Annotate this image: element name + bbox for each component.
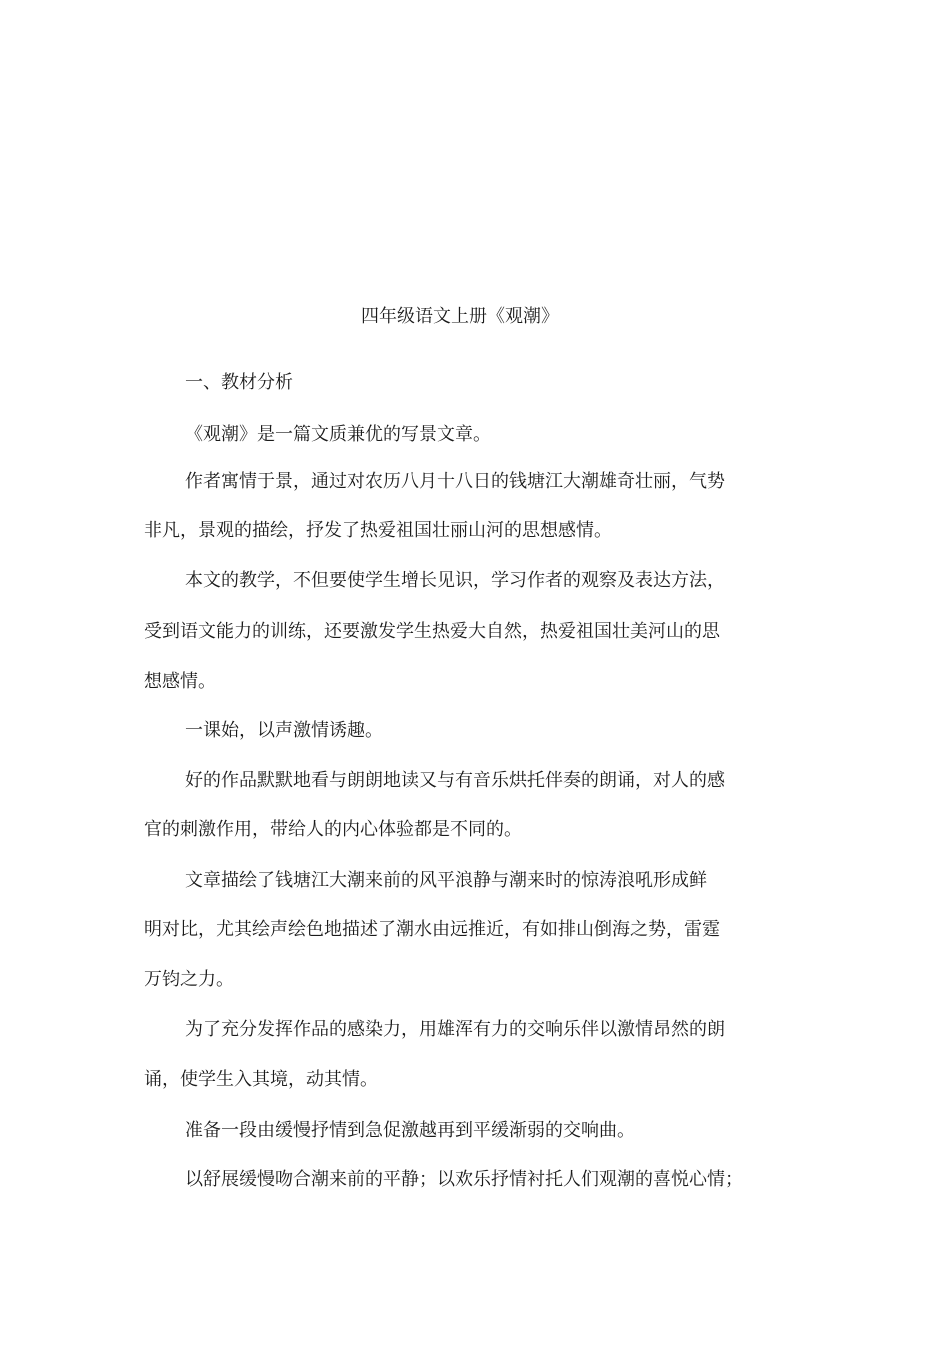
paragraph-line: 诵，使学生入其境，动其情。	[144, 1069, 378, 1090]
paragraph-line: 文章描绘了钱塘江大潮来前的风平浪静与潮来时的惊涛浪吼形成鲜	[185, 870, 707, 891]
paragraph-line: 本文的教学，不但要使学生增长见识，学习作者的观察及表达方法，	[185, 570, 725, 591]
paragraph-line: 非凡，景观的描绘，抒发了热爱祖国壮丽山河的思想感情。	[144, 520, 612, 541]
paragraph-line: 好的作品默默地看与朗朗地读又与有音乐烘托伴奏的朗诵，对人的感	[185, 770, 725, 791]
paragraph-line: 官的刺激作用，带给人的内心体验都是不同的。	[144, 819, 522, 840]
paragraph-line: 想感情。	[144, 671, 216, 692]
paragraph-line: 准备一段由缓慢抒情到急促激越再到平缓渐弱的交响曲。	[185, 1120, 635, 1141]
paragraph-line: 《观潮》是一篇文质兼优的写景文章。	[185, 424, 491, 445]
paragraph-line: 为了充分发挥作品的感染力，用雄浑有力的交响乐伴以激情昂然的朗	[185, 1019, 725, 1040]
paragraph-line: 一课始，以声激情诱趣。	[185, 720, 383, 741]
paragraph-line: 作者寓情于景，通过对农历八月十八日的钱塘江大潮雄奇壮丽，气势	[185, 471, 725, 492]
paragraph-line: 明对比，尤其绘声绘色地描述了潮水由远推近，有如排山倒海之势，雷霆	[144, 919, 720, 940]
section-heading: 一、教材分析	[185, 372, 293, 393]
paragraph-line: 受到语文能力的训练，还要激发学生热爱大自然，热爱祖国壮美河山的思	[144, 621, 720, 642]
paragraph-line: 万钧之力。	[144, 969, 234, 990]
paragraph-line: 以舒展缓慢吻合潮来前的平静；以欢乐抒情衬托人们观潮的喜悦心情；	[185, 1169, 743, 1190]
document-title: 四年级语文上册《观潮》	[361, 306, 559, 327]
